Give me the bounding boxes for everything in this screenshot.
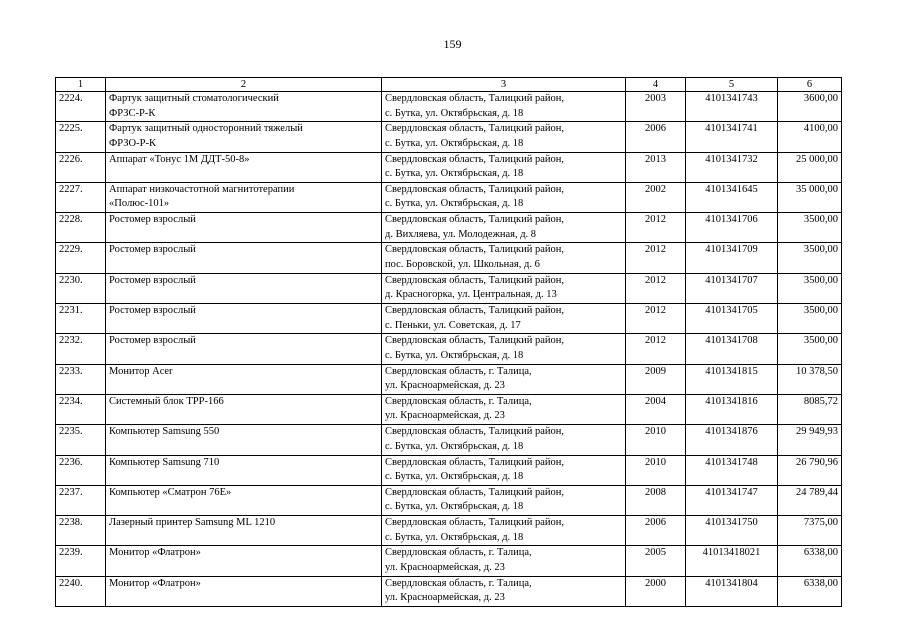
year-cell (626, 122, 686, 152)
year-cell-line: 2012 (645, 335, 666, 347)
year-cell-line: 2009 (645, 365, 666, 377)
year-cell (626, 334, 686, 364)
row-number-cell-line: 2225. (59, 123, 83, 135)
item-name-cell (106, 213, 382, 243)
row-number-cell-line: 2238. (59, 517, 83, 529)
cost-cell-line: 7375,00 (803, 517, 838, 529)
address-cell-line: Свердловская область, г. Талица, (385, 395, 532, 407)
item-name-cell-line: Ростомер взрослый (109, 335, 196, 347)
cost-cell-line: 3500,00 (803, 335, 838, 347)
address-cell-line: с. Бутка, ул. Октябрьская, д. 18 (385, 349, 524, 361)
cost-cell-line: 3500,00 (803, 244, 838, 256)
row-number-cell (56, 425, 106, 455)
address-cell-line: Свердловская область, Талицкий район, (385, 244, 565, 256)
table-row (56, 334, 842, 364)
address-cell-line: с. Бутка, ул. Октябрьская, д. 18 (385, 107, 524, 119)
cost-cell-line: 3500,00 (803, 305, 838, 317)
item-name-cell (106, 394, 382, 424)
inventory-number-cell (686, 304, 778, 334)
table-header-row (56, 78, 842, 92)
table-row (56, 425, 842, 455)
year-cell (626, 182, 686, 212)
row-number-cell-line: 2230. (59, 274, 83, 286)
address-cell (382, 485, 626, 515)
item-name-cell-line: Фартук защитный односторонний тяжелый (109, 123, 303, 135)
table-row (56, 243, 842, 273)
year-cell (626, 455, 686, 485)
table-row (56, 394, 842, 424)
year-cell (626, 546, 686, 576)
year-cell-line: 2012 (645, 244, 666, 256)
item-name-cell (106, 364, 382, 394)
item-name-cell-line: Ростомер взрослый (109, 244, 196, 256)
item-name-cell (106, 546, 382, 576)
cost-cell-line: 3600,00 (803, 93, 838, 104)
row-number-cell (56, 576, 106, 606)
inventory-number-cell (686, 455, 778, 485)
address-cell-line: Свердловская область, Талицкий район, (385, 123, 565, 135)
address-cell-line: Свердловская область, Талицкий район, (385, 335, 565, 347)
inventory-number-cell-line: 4101341876 (705, 426, 758, 438)
item-name-cell-line: Системный блок TPP-166 (109, 395, 224, 407)
item-name-cell (106, 92, 382, 122)
cost-cell (778, 273, 842, 303)
address-cell-line: с. Бутка, ул. Октябрьская, д. 18 (385, 198, 524, 210)
cost-cell-line: 25 000,00 (796, 153, 838, 165)
item-name-cell-line: Ростомер взрослый (109, 214, 196, 226)
cost-cell-line: 3500,00 (803, 214, 838, 226)
address-cell (382, 243, 626, 273)
address-cell (382, 334, 626, 364)
address-cell-line: Свердловская область, Талицкий район, (385, 183, 565, 195)
address-cell-line: д. Вихляева, ул. Молодежная, д. 8 (385, 228, 537, 240)
cost-cell (778, 243, 842, 273)
year-cell (626, 485, 686, 515)
address-cell-line: Свердловская область, Талицкий район, (385, 305, 565, 317)
cost-cell (778, 425, 842, 455)
address-cell-line: ул. Красноармейская, д. 23 (385, 592, 505, 604)
cost-cell (778, 92, 842, 122)
row-number-cell-line: 2224. (59, 93, 83, 104)
year-cell-line: 2002 (645, 183, 666, 195)
item-name-cell (106, 576, 382, 606)
inventory-number-cell (686, 485, 778, 515)
address-cell-line: Свердловская область, Талицкий район, (385, 153, 565, 165)
row-number-cell-line: 2229. (59, 244, 83, 256)
column-header-number: 1 (56, 78, 106, 92)
row-number-cell-line: 2239. (59, 547, 83, 559)
year-cell-line: 2010 (645, 456, 666, 468)
item-name-cell-line: Фартук защитный стоматологический (109, 93, 279, 104)
inventory-number-cell-line: 4101341804 (705, 577, 758, 589)
row-number-cell-line: 2233. (59, 365, 83, 377)
inventory-number-cell-line: 4101341815 (705, 365, 758, 377)
inventory-number-cell-line: 4101341645 (705, 183, 758, 195)
cost-cell-line: 10 378,50 (796, 365, 838, 377)
row-number-cell (56, 122, 106, 152)
table-row (56, 182, 842, 212)
address-cell-line: с. Бутка, ул. Октябрьская, д. 18 (385, 501, 524, 513)
inventory-number-cell (686, 394, 778, 424)
address-cell-line: Свердловская область, Талицкий район, (385, 456, 565, 468)
item-name-cell (106, 334, 382, 364)
cost-cell (778, 394, 842, 424)
address-cell (382, 576, 626, 606)
row-number-cell-line: 2227. (59, 183, 83, 195)
item-name-cell (106, 304, 382, 334)
item-name-cell-line: Монитор «Флатрон» (109, 547, 201, 559)
cost-cell (778, 334, 842, 364)
year-cell (626, 516, 686, 546)
row-number-cell (56, 546, 106, 576)
inventory-number-cell-line: 4101341750 (705, 517, 758, 529)
inventory-number-cell-line: 4101341748 (705, 456, 758, 468)
row-number-cell-line: 2232. (59, 335, 83, 347)
year-cell (626, 425, 686, 455)
cost-cell (778, 516, 842, 546)
address-cell-line: с. Бутка, ул. Октябрьская, д. 18 (385, 168, 524, 180)
cost-cell-line: 29 949,93 (796, 426, 838, 438)
item-name-cell (106, 182, 382, 212)
year-cell-line: 2010 (645, 426, 666, 438)
table-row (56, 364, 842, 394)
year-cell-line: 2012 (645, 214, 666, 226)
row-number-cell (56, 92, 106, 122)
table-row (56, 455, 842, 485)
page-number: 159 (443, 37, 462, 51)
item-name-cell (106, 425, 382, 455)
item-name-cell-line: Аппарат низкочастотной магнитотерапии (109, 183, 295, 195)
year-cell (626, 394, 686, 424)
cost-cell (778, 364, 842, 394)
address-cell-line: ул. Красноармейская, д. 23 (385, 410, 505, 422)
item-name-cell (106, 516, 382, 546)
inventory-number-cell-line: 4101341706 (705, 214, 758, 226)
item-name-cell-line: ФРЗО-Р-К (109, 137, 156, 149)
address-cell-line: Свердловская область, Талицкий район, (385, 517, 565, 529)
item-name-cell (106, 152, 382, 182)
inventory-number-cell-line: 4101341741 (705, 123, 758, 135)
row-number-cell (56, 213, 106, 243)
cost-cell (778, 455, 842, 485)
item-name-cell (106, 485, 382, 515)
item-name-cell-line: Компьютер Samsung 710 (109, 456, 220, 468)
table-row (56, 152, 842, 182)
item-name-cell-line: Монитор Acer (109, 365, 173, 377)
year-cell-line: 2008 (645, 486, 666, 498)
row-number-cell (56, 304, 106, 334)
address-cell (382, 182, 626, 212)
address-cell (382, 92, 626, 122)
year-cell (626, 304, 686, 334)
cost-cell (778, 213, 842, 243)
inventory-number-cell-line: 4101341705 (705, 305, 758, 317)
cost-cell-line: 6338,00 (803, 577, 838, 589)
address-cell (382, 546, 626, 576)
column-header-address: 3 (382, 78, 626, 92)
year-cell-line: 2003 (645, 93, 666, 104)
row-number-cell (56, 364, 106, 394)
year-cell (626, 364, 686, 394)
cost-cell-line: 4100,00 (803, 123, 838, 135)
row-number-cell (56, 334, 106, 364)
table-row (56, 122, 842, 152)
address-cell-line: с. Бутка, ул. Октябрьская, д. 18 (385, 531, 524, 543)
year-cell (626, 213, 686, 243)
item-name-cell-line: «Полюс-101» (109, 198, 170, 210)
row-number-cell-line: 2236. (59, 456, 83, 468)
address-cell (382, 152, 626, 182)
address-cell-line: с. Пеньки, ул. Советская, д. 17 (385, 319, 521, 331)
address-cell (382, 455, 626, 485)
item-name-cell (106, 122, 382, 152)
cost-cell (778, 182, 842, 212)
cost-cell-line: 26 790,96 (796, 456, 838, 468)
inventory-number-cell-line: 4101341707 (705, 274, 758, 286)
column-header-year: 4 (626, 78, 686, 92)
address-cell-line: с. Бутка, ул. Октябрьская, д. 18 (385, 137, 524, 149)
table-row (56, 273, 842, 303)
inventory-number-cell (686, 213, 778, 243)
row-number-cell (56, 394, 106, 424)
row-number-cell (56, 485, 106, 515)
address-cell (382, 364, 626, 394)
inventory-number-cell (686, 546, 778, 576)
cost-cell (778, 122, 842, 152)
inventory-number-cell (686, 152, 778, 182)
inventory-number-cell-line: 4101341816 (705, 395, 758, 407)
table-row (56, 92, 842, 122)
table-row (56, 304, 842, 334)
year-cell (626, 152, 686, 182)
inventory-number-cell (686, 182, 778, 212)
cost-cell (778, 546, 842, 576)
inventory-number-cell-line: 4101341709 (705, 244, 758, 256)
table-row (56, 546, 842, 576)
item-name-cell (106, 243, 382, 273)
row-number-cell (56, 182, 106, 212)
year-cell (626, 273, 686, 303)
address-cell-line: Свердловская область, Талицкий район, (385, 93, 565, 104)
item-name-cell-line: Лазерный принтер Samsung ML 1210 (109, 517, 276, 529)
item-name-cell-line: Аппарат «Тонус 1М ДДТ-50-8» (109, 153, 250, 165)
address-cell (382, 425, 626, 455)
address-cell-line: д. Красногорка, ул. Центральная, д. 13 (385, 289, 557, 301)
inventory-number-cell-line: 4101341732 (705, 153, 758, 165)
address-cell-line: Свердловская область, г. Талица, (385, 547, 532, 559)
cost-cell-line: 6338,00 (803, 547, 838, 559)
table-row (56, 213, 842, 243)
year-cell (626, 576, 686, 606)
year-cell-line: 2000 (645, 577, 666, 589)
table-row (56, 485, 842, 515)
item-name-cell-line: Монитор «Флатрон» (109, 577, 201, 589)
item-name-cell (106, 273, 382, 303)
year-cell-line: 2012 (645, 305, 666, 317)
inventory-number-cell-line: 4101341743 (705, 93, 758, 104)
table-row (56, 516, 842, 546)
row-number-cell-line: 2235. (59, 426, 83, 438)
inventory-number-cell (686, 576, 778, 606)
row-number-cell-line: 2226. (59, 153, 83, 165)
row-number-cell-line: 2240. (59, 577, 83, 589)
row-number-cell-line: 2237. (59, 486, 83, 498)
cost-cell-line: 24 789,44 (796, 486, 838, 498)
inventory-number-cell-line: 4101341747 (705, 486, 758, 498)
address-cell-line: Свердловская область, Талицкий район, (385, 486, 565, 498)
inventory-number-cell (686, 92, 778, 122)
item-name-cell-line: Ростомер взрослый (109, 305, 196, 317)
inventory-number-cell-line: 41013418021 (702, 547, 761, 559)
item-name-cell-line: ФРЗС-Р-К (109, 107, 156, 119)
year-cell-line: 2005 (645, 547, 666, 559)
cost-cell-line: 3500,00 (803, 274, 838, 286)
table-row (56, 576, 842, 606)
cost-cell-line: 8085,72 (803, 395, 838, 407)
address-cell-line: Свердловская область, Талицкий район, (385, 214, 565, 226)
inventory-number-cell (686, 122, 778, 152)
address-cell-line: Свердловская область, Талицкий район, (385, 426, 565, 438)
address-cell (382, 516, 626, 546)
address-cell-line: с. Бутка, ул. Октябрьская, д. 18 (385, 440, 524, 452)
address-cell-line: Свердловская область, г. Талица, (385, 365, 532, 377)
inventory-number-cell (686, 364, 778, 394)
year-cell (626, 92, 686, 122)
inventory-number-cell-line: 4101341708 (705, 335, 758, 347)
row-number-cell (56, 273, 106, 303)
property-registry-table (55, 77, 842, 607)
address-cell-line: ул. Красноармейская, д. 23 (385, 561, 505, 573)
year-cell-line: 2013 (645, 153, 666, 165)
address-cell (382, 213, 626, 243)
year-cell (626, 243, 686, 273)
cost-cell (778, 576, 842, 606)
column-header-name: 2 (106, 78, 382, 92)
address-cell-line: с. Бутка, ул. Октябрьская, д. 18 (385, 471, 524, 483)
cost-cell-line: 35 000,00 (796, 183, 838, 195)
row-number-cell (56, 455, 106, 485)
address-cell (382, 304, 626, 334)
address-cell-line: Свердловская область, г. Талица, (385, 577, 532, 589)
row-number-cell-line: 2231. (59, 305, 83, 317)
address-cell-line: ул. Красноармейская, д. 23 (385, 380, 505, 392)
inventory-number-cell (686, 425, 778, 455)
row-number-cell-line: 2228. (59, 214, 83, 226)
item-name-cell-line: Компьютер Samsung 550 (109, 426, 220, 438)
inventory-number-cell (686, 516, 778, 546)
address-cell-line: Свердловская область, Талицкий район, (385, 274, 565, 286)
address-cell (382, 273, 626, 303)
cost-cell (778, 485, 842, 515)
year-cell-line: 2012 (645, 274, 666, 286)
item-name-cell-line: Компьютер «Сматрон 76Е» (109, 486, 232, 498)
column-header-inventory: 5 (686, 78, 778, 92)
cost-cell (778, 304, 842, 334)
item-name-cell (106, 455, 382, 485)
address-cell (382, 122, 626, 152)
year-cell-line: 2006 (645, 517, 666, 529)
inventory-number-cell (686, 273, 778, 303)
row-number-cell (56, 152, 106, 182)
address-cell (382, 394, 626, 424)
inventory-number-cell (686, 243, 778, 273)
item-name-cell-line: Ростомер взрослый (109, 274, 196, 286)
row-number-cell (56, 243, 106, 273)
row-number-cell-line: 2234. (59, 395, 83, 407)
cost-cell (778, 152, 842, 182)
year-cell-line: 2006 (645, 123, 666, 135)
year-cell-line: 2004 (645, 395, 666, 407)
inventory-number-cell (686, 334, 778, 364)
row-number-cell (56, 516, 106, 546)
address-cell-line: пос. Боровской, ул. Школьная, д. 6 (385, 258, 540, 270)
column-header-cost: 6 (778, 78, 842, 92)
